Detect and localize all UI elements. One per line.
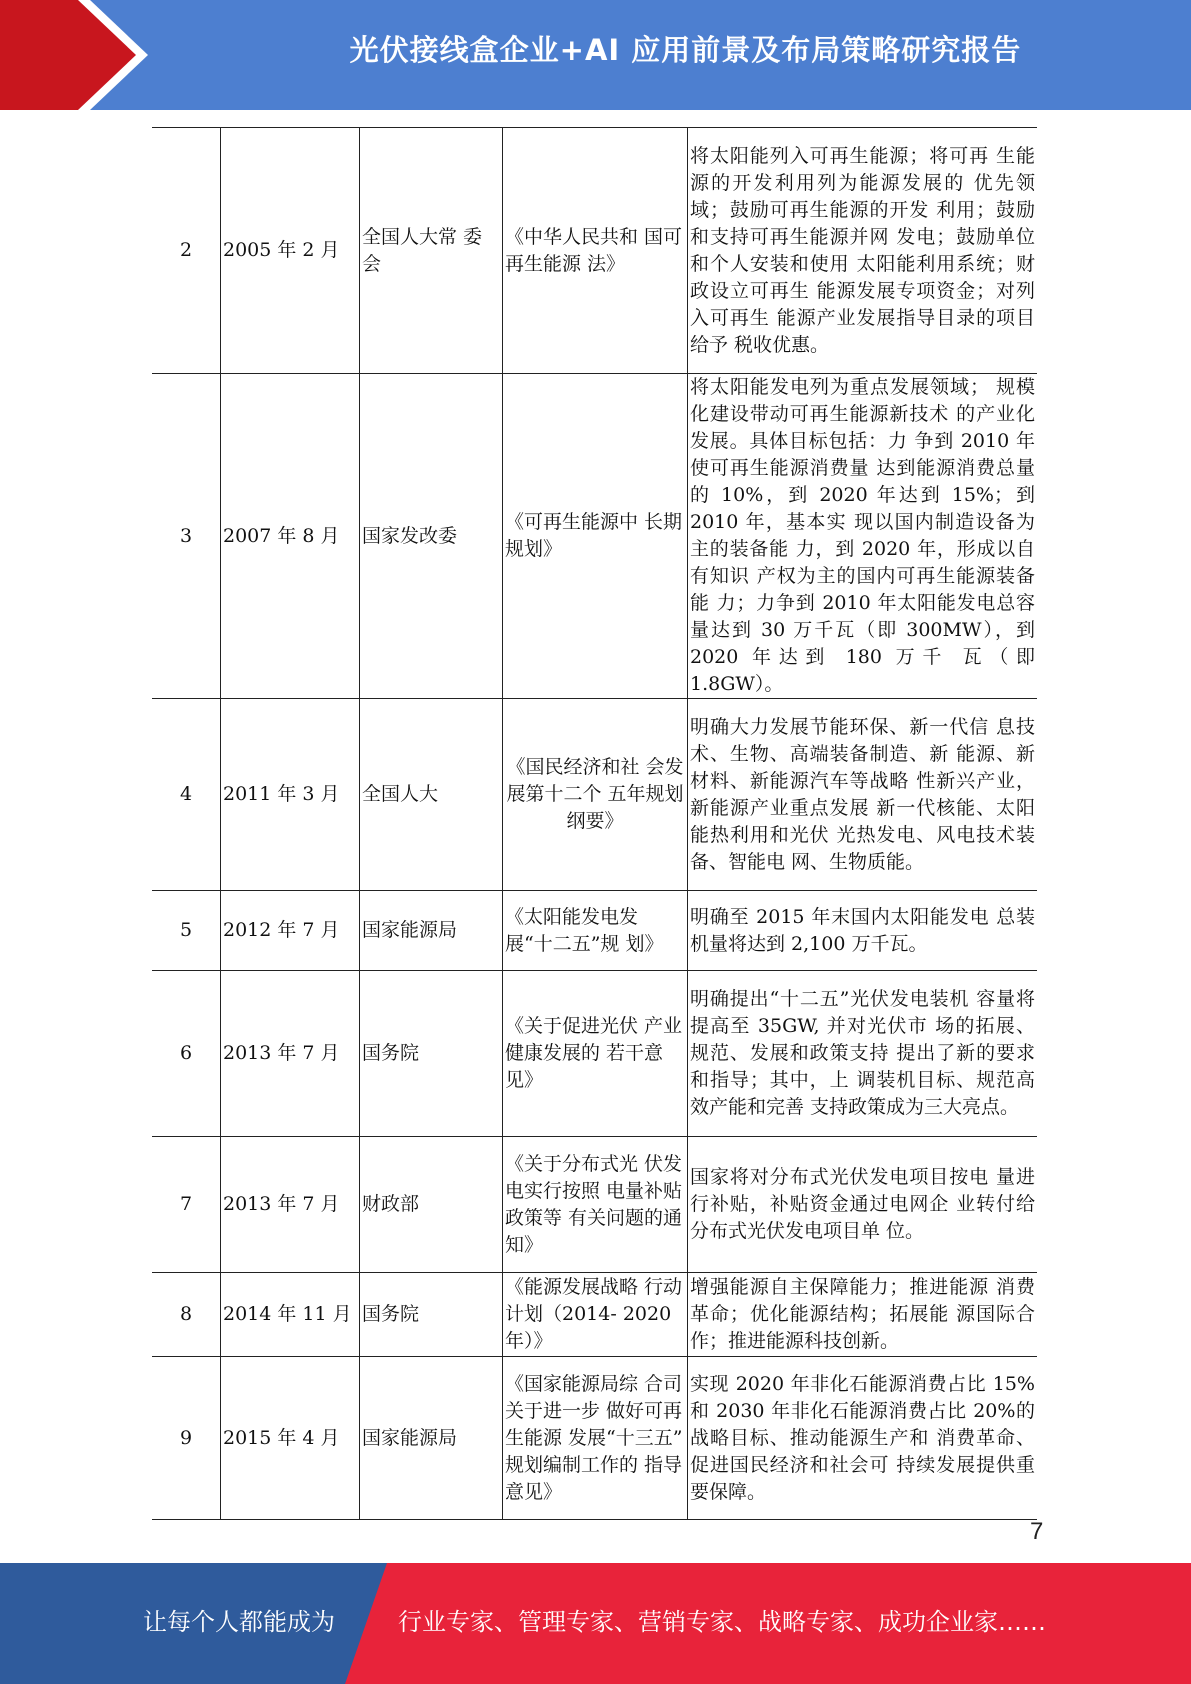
table-row — [152, 971, 1037, 1137]
issue-date: 2012 年 7 月 — [221, 891, 360, 971]
policy-content: 明确大力发展节能环保、新一代信 息技术、生物、高端装备制造、新 能源、新材料、新能源汽车等战略 性新兴产业，新能源产业重点发展 新一代核能、太阳能热利用和光伏 光热发电、风电技术装备、智能电 网、生物质能。 — [688, 699, 1038, 891]
issuing-body: 国务院 — [360, 1273, 503, 1357]
issuing-body: 国家能源局 — [360, 1357, 503, 1520]
policy-content: 明确提出“十二五”光伏发电装机 容量将提高至 35GW, 并对光伏市 场的拓展、规范、发展和政策支持 提出了新的要求和指导；其中，上 调装机目标、规范高效产能和完善 支持政策成为三大亮点。 — [688, 971, 1038, 1137]
table-row — [152, 1273, 1037, 1357]
issue-date: 2015 年 4 月 — [221, 1357, 360, 1520]
policy-document: 《中华人民共和 国可再生能源 法》 — [503, 128, 688, 374]
issuing-body: 国务院 — [360, 971, 503, 1137]
table-row — [152, 699, 1037, 891]
table-row — [152, 891, 1037, 971]
row-number: 4 — [152, 699, 221, 891]
page-header — [0, 0, 1191, 110]
policy-table — [152, 127, 1037, 1520]
row-number: 3 — [152, 374, 221, 699]
issuing-body: 全国人大常 委会 — [360, 128, 503, 374]
policy-content: 将太阳能发电列为重点发展领域； 规模化建设带动可再生能源新技术 的产业化发展。具体目标包括：力 争到 2010 年使可再生能源消费量 达到能源消费总量的 10%，到 2020 年达到 15%；到 2010 年，基本实 现以国内制造设备为主的装备能 力，到 2020 年，形成以自有知识 产权为主的国内可再生能源装备能 力；力争到 2010 年太阳能发电总容量达到 30 万千瓦（即 300MW），到 2020 年达到 180 万千 瓦（即 1.8GW）。 — [688, 374, 1038, 699]
issuing-body: 全国人大 — [360, 699, 503, 891]
footer-slogan-right: 行业专家、管理专家、营销专家、战略专家、成功企业家…… — [398, 1608, 1046, 1636]
issue-date: 2011 年 3 月 — [221, 699, 360, 891]
issue-date: 2013 年 7 月 — [221, 971, 360, 1137]
issuing-body: 国家能源局 — [360, 891, 503, 971]
issuing-body: 国家发改委 — [360, 374, 503, 699]
policy-document: 《太阳能发电发 展“十二五”规 划》 — [503, 891, 688, 971]
policy-content: 国家将对分布式光伏发电项目按电 量进行补贴，补贴资金通过电网企 业转付给分布式光伏发电项目单 位。 — [688, 1137, 1038, 1273]
footer-slogan-left: 让每个人都能成为 — [143, 1608, 335, 1636]
report-title: 光伏接线盒企业+AI 应用前景及布局策略研究报告 — [349, 33, 1022, 67]
policy-content: 明确至 2015 年末国内太阳能发电 总装机量将达到 2,100 万千瓦。 — [688, 891, 1038, 971]
row-number: 6 — [152, 971, 221, 1137]
issue-date: 2005 年 2 月 — [221, 128, 360, 374]
policy-content: 实现 2020 年非化石能源消费占比 15%和 2030 年非化石能源消费占比 20%的战略目标、推动能源生产和 消费革命、促进国民经济和社会可 持续发展提供重要保障。 — [688, 1357, 1038, 1520]
table-row — [152, 1357, 1037, 1520]
table-row — [152, 1137, 1037, 1273]
page-number: 7 — [1030, 1518, 1044, 1545]
policy-document: 《国家能源局综 合司关于进一步 做好可再生能源 发展“十三五” 规划编制工作的 指导意见》 — [503, 1357, 688, 1520]
table-row — [152, 374, 1037, 699]
row-number: 9 — [152, 1357, 221, 1520]
row-number: 7 — [152, 1137, 221, 1273]
issue-date: 2013 年 7 月 — [221, 1137, 360, 1273]
row-number: 8 — [152, 1273, 221, 1357]
issuing-body: 财政部 — [360, 1137, 503, 1273]
policy-document: 《可再生能源中 长期规划》 — [503, 374, 688, 699]
policy-document: 《国民经济和社 会发展第十二个 五年规划纲要》 — [503, 699, 688, 891]
policy-content: 增强能源自主保障能力；推进能源 消费革命；优化能源结构；拓展能 源国际合作；推进能源科技创新。 — [688, 1273, 1038, 1357]
policy-document: 《关于促进光伏 产业健康发展的 若干意见》 — [503, 971, 688, 1137]
policy-content: 将太阳能列入可再生能源；将可再 生能源的开发利用列为能源发展的 优先领域；鼓励可再生能源的开发 利用；鼓励和支持可再生能源并网 发电；鼓励单位和个人安装和使用 太阳能利用系统；财政设立可再生 能源发展专项资金；对列入可再生 能源产业发展指导目录的项目给予 税收优惠。 — [688, 128, 1038, 374]
policy-document: 《关于分布式光 伏发电实行按照 电量补贴政策等 有关问题的通 知》 — [503, 1137, 688, 1273]
issue-date: 2007 年 8 月 — [221, 374, 360, 699]
policy-document: 《能源发展战略 行动计划（2014- 2020 年）》 — [503, 1273, 688, 1357]
row-number: 5 — [152, 891, 221, 971]
page-footer — [0, 1563, 1191, 1684]
row-number: 2 — [152, 128, 221, 374]
issue-date: 2014 年 11 月 — [221, 1273, 360, 1357]
table-row — [152, 128, 1037, 374]
